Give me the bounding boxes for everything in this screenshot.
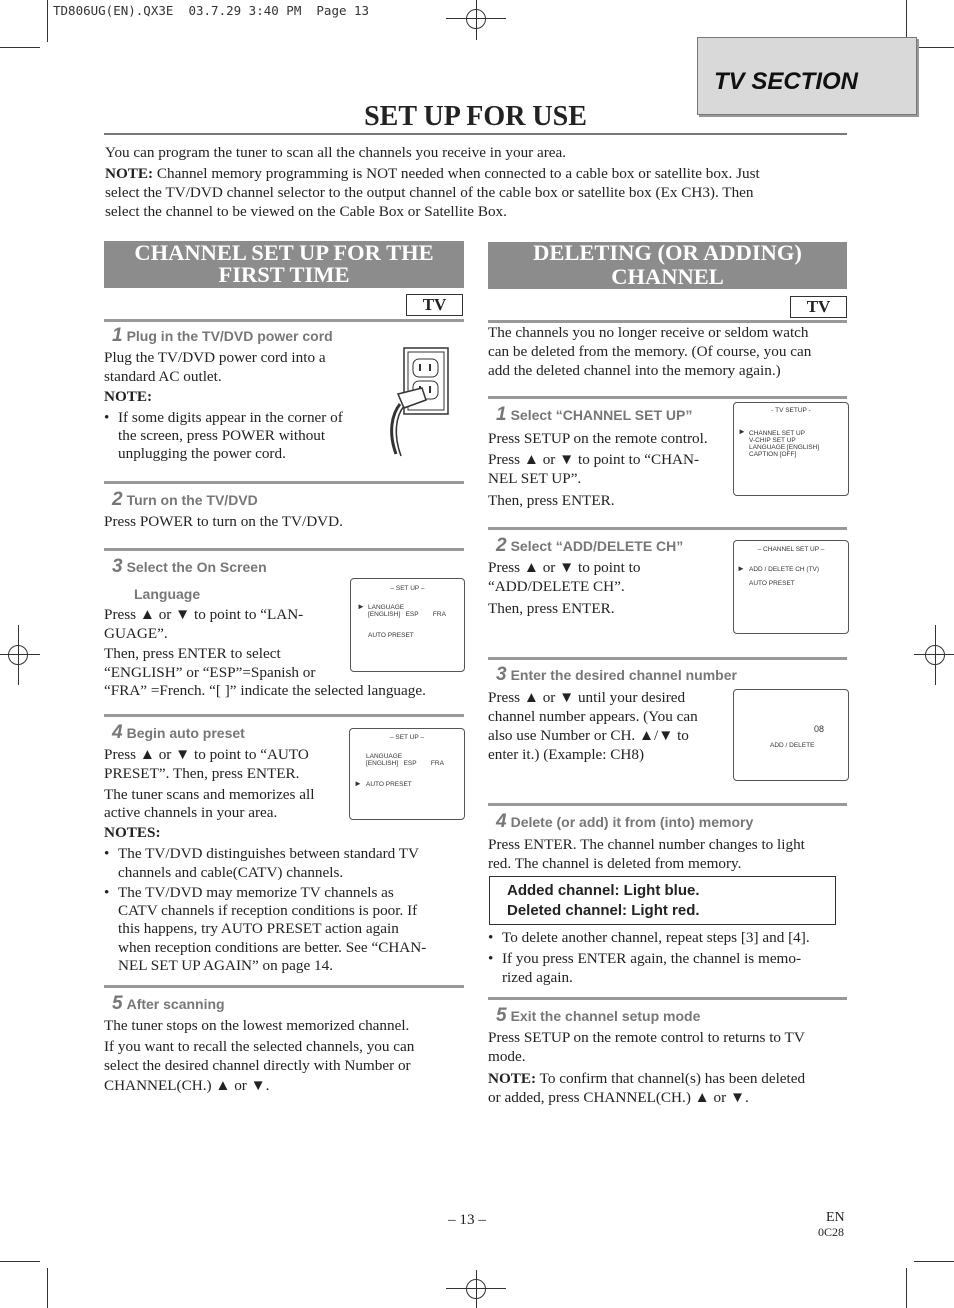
body-text: Press ▲ or ▼ to point to “AUTO [104,746,309,763]
body-text: standard AC outlet. [104,368,222,385]
step-title: Exit the channel setup mode [510,1008,701,1024]
crop-mark [906,0,907,42]
header-line: CHANNEL [611,264,724,289]
cursor-icon: ► [354,779,362,788]
header-line: DELETING (OR ADDING) [533,240,802,265]
osd-item: [ENGLISH] ESP FRA [366,760,444,767]
osd-screen-setup-autopreset [349,728,465,820]
body-text: rized again. [502,969,573,986]
step-heading [496,664,737,686]
step-number: 2 [496,535,507,556]
step-number: 4 [112,722,123,743]
note-label: NOTE: [104,388,153,405]
step-title: After scanning [126,996,225,1012]
channel-number: 08 [814,724,825,734]
body-text: can be deleted from the memory. (Of course, you can [488,343,812,360]
step-heading [112,325,333,347]
osd-title: - TV SETUP - [771,407,811,414]
body-text: enter it.) (Example: CH8) [488,746,645,763]
print-slug: TD806UG(EN).QX3E 03.7.29 3:40 PM Page 13 [53,3,370,18]
body-text: Press ▲ or ▼ to point to [488,559,641,576]
step-title: Plug in the TV/DVD power cord [126,328,333,344]
osd-title: – SET UP – [389,734,425,741]
step-divider [488,803,847,806]
osd-item: V-CHIP SET UP [749,437,796,444]
osd-item: CAPTION [OFF] [749,451,797,458]
step-divider [104,985,464,988]
body-text: The TV/DVD may memorize TV channels as [118,884,394,901]
body-text: add the deleted channel into the memory again.) [488,362,781,379]
osd-item: ADD / DELETE [770,742,815,749]
step-number: 3 [496,664,507,685]
body-text: channels and cable(CATV) channels. [118,864,344,881]
note-label: NOTE: [105,165,154,182]
registration-target-icon [466,1279,486,1299]
crop-mark [0,47,40,48]
osd-item: CHANNEL SET UP [749,430,805,437]
body-text: Then, press ENTER. [488,492,615,509]
body-text: If you want to recall the selected channels, you can [104,1038,415,1055]
body-text: Then, press ENTER to select [104,645,281,662]
intro-note [105,164,760,183]
step-divider [104,319,464,322]
note-label: NOTE: [488,1070,537,1087]
body-text: Press ▲ or ▼ to point to “CHAN- [488,451,700,468]
step-divider [488,396,847,399]
step-number: 1 [496,404,507,425]
notes-label: NOTES: [104,824,161,841]
body-text: NEL SET UP AGAIN” on page 14. [118,957,333,974]
body-text: Press SETUP on the remote control to returns to TV [488,1029,805,1046]
step-number: 4 [496,811,507,832]
step-number: 5 [496,1005,507,1026]
crop-mark [0,1261,40,1262]
bullet-item: • [104,845,110,862]
step-heading [112,993,225,1015]
body-text: PRESET”. Then, press ENTER. [104,765,300,782]
crop-mark [914,47,954,48]
body-text: If you press ENTER again, the channel is memo- [502,950,802,967]
body-text: Press SETUP on the remote control. [488,430,708,447]
body-text: If some digits appear in the corner of [118,409,343,426]
step-divider [104,714,464,717]
step-title: Select “CHANNEL SET UP” [510,407,693,423]
osd-title: – SET UP – [390,585,425,592]
body-text: The tuner scans and memorizes all [104,786,315,803]
step-divider [104,481,464,484]
osd-item: LANGUAGE [366,753,403,760]
body-text: GUAGE”. [104,625,168,642]
page-title: SET UP FOR USE [364,101,587,132]
page-number: – 13 – [448,1211,486,1228]
bullet-item: • [104,884,110,901]
step-heading [496,404,692,426]
note-text: Channel memory programming is NOT needed when connected to a cable box or satellite box. Just [153,165,760,182]
step-heading [496,535,683,557]
bullet-item: • [104,409,110,426]
registration-target-icon [8,645,28,665]
body-text: Press POWER to turn on the TV/DVD. [104,513,343,530]
step-title: Delete (or add) it from (into) memory [510,814,754,830]
bullet-item: • [488,929,494,946]
legend-deleted: Deleted channel: Light red. [507,901,700,919]
step-heading [112,556,267,578]
osd-screen-channel-setup [733,540,849,634]
step-title: Language [134,586,201,602]
power-outlet-illustration [382,344,462,464]
osd-item: [ENGLISH] ESP FRA [368,611,446,618]
body-text: also use Number or CH. ▲/▼ to [488,727,689,744]
step-divider [488,657,847,660]
step-title: Turn on the TV/DVD [126,492,258,508]
body-text: “FRA” =French. “[ ]” indicate the selected language. [104,682,426,699]
cursor-icon: ► [738,427,746,436]
body-text: “ENGLISH” or “ESP”=Spanish or [104,664,316,681]
title-rule [104,133,847,135]
section-tab-label: TV SECTION [714,68,859,95]
step-divider [488,997,847,1000]
body-text: select the desired channel directly with Number or [104,1057,411,1074]
osd-screen-setup-language [350,578,465,672]
tv-badge: TV [406,294,463,316]
body-text: Press ENTER. The channel number changes to light [488,836,805,853]
step-heading [496,811,753,833]
language-code: EN [826,1210,845,1225]
step-number: 3 [112,556,123,577]
body-text: The channels you no longer receive or seldom watch [488,324,809,341]
step-divider [488,527,847,530]
osd-screen-add-delete [733,689,849,781]
color-legend-box [489,876,836,925]
body-text: To delete another channel, repeat steps [3] and [4]. [502,929,810,946]
crop-mark [914,1261,954,1262]
body-text: Press ▲ or ▼ to point to “LAN- [104,606,304,623]
osd-item: AUTO PRESET [749,580,795,587]
osd-item: AUTO PRESET [366,781,412,788]
step-title: Begin auto preset [126,725,245,741]
step-divider [104,548,464,551]
registration-target-icon [925,645,945,665]
body-text: red. The channel is deleted from memory. [488,855,742,872]
body-text: the screen, press POWER without [118,427,326,444]
doc-code: 0C28 [818,1225,845,1239]
osd-item: ADD / DELETE CH (TV) [749,566,820,573]
body-text: The TV/DVD distinguishes between standard TV [118,845,420,862]
header-line: FIRST TIME [218,262,350,287]
osd-item: LANGUAGE [368,604,405,611]
body-text: channel number appears. (You can [488,708,698,725]
step-title: Select “ADD/DELETE CH” [510,538,684,554]
intro-note: select the TV/DVD channel selector to the output channel of the cable box or satellite box (Ex CH3). Then [105,184,754,201]
step-title: Select the On Screen [126,559,267,575]
right-section-header [488,242,847,289]
body-text: active channels in your area. [104,804,278,821]
osd-item: AUTO PRESET [368,632,414,639]
body-text: Then, press ENTER. [488,600,615,617]
crop-mark [47,0,48,42]
step-title: Enter the desired channel number [510,667,737,683]
step-heading [112,489,258,511]
crop-mark [47,1268,48,1308]
crop-mark [906,1268,907,1308]
bullet-item: • [488,950,494,967]
body-text: NEL SET UP”. [488,470,582,487]
note-text: To confirm that channel(s) has been deleted [536,1070,806,1087]
step-heading [496,1005,700,1027]
registration-target-icon [466,9,486,29]
body-text: “ADD/DELETE CH”. [488,578,625,595]
body-text: when reception conditions are better. See “CHAN- [118,939,427,956]
left-section-header [104,241,464,288]
legend-added: Added channel: Light blue. [507,882,700,899]
body-text: Press ▲ or ▼ until your desired [488,689,686,706]
body-text: Plug the TV/DVD power cord into a [104,349,326,366]
intro-note: select the channel to be viewed on the Cable Box or Satellite Box. [105,203,507,220]
body-text: The tuner stops on the lowest memorized channel. [104,1017,410,1034]
header-line: CHANNEL SET UP FOR THE [134,240,434,265]
step-heading [112,722,245,744]
tv-badge: TV [790,296,847,318]
body-text: this happens, try AUTO PRESET action again [118,920,399,937]
step-number: 5 [112,993,123,1014]
osd-title: – CHANNEL SET UP – [757,546,825,553]
body-text: unplugging the power cord. [118,445,286,462]
intro-line: You can program the tuner to scan all the channels you receive in your area. [105,144,567,161]
step-number: 2 [112,489,123,510]
cursor-icon: ► [737,564,745,573]
body-text: mode. [488,1048,526,1065]
cursor-icon: ► [357,602,365,611]
note-text [488,1069,805,1088]
step-number: 1 [112,325,123,346]
osd-item: LANGUAGE [ENGLISH] [749,444,820,451]
body-text: CATV channels if reception conditions is poor. If [118,902,418,919]
body-text: or added, press CHANNEL(CH.) ▲ or ▼. [488,1089,749,1106]
osd-screen-tv-setup [733,402,849,496]
body-text: CHANNEL(CH.) ▲ or ▼. [104,1077,270,1094]
